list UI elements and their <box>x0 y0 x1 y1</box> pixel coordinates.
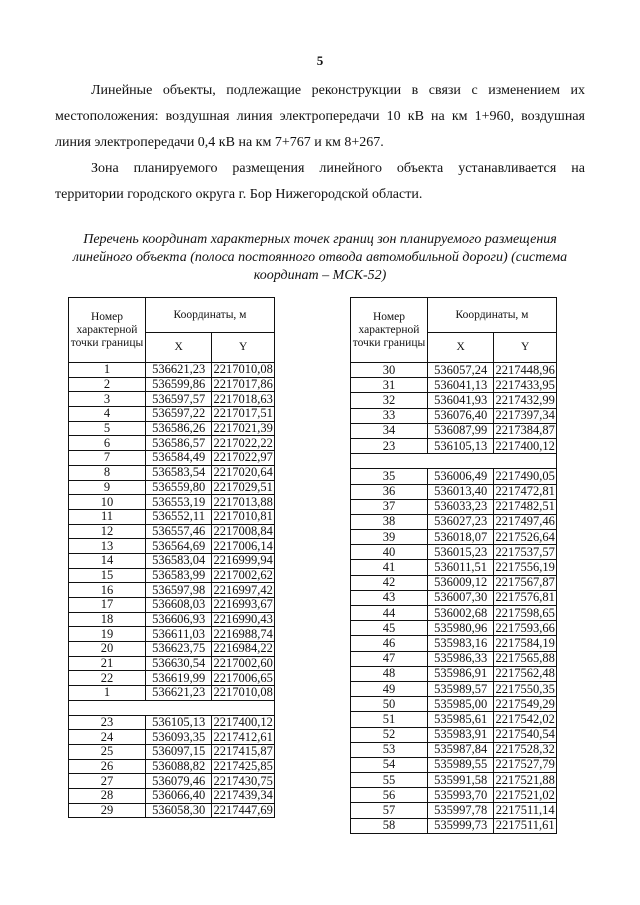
y-cell: 2217593,66 <box>495 620 555 635</box>
table-row <box>69 524 275 539</box>
point-cell: 21 <box>69 656 146 671</box>
point-cell: 9 <box>69 480 146 495</box>
x-cell: 536093,35 <box>145 730 211 745</box>
point-cell: 58 <box>351 818 428 833</box>
point-cell: 12 <box>69 524 146 539</box>
y-cell: 2217029,51 <box>213 479 273 494</box>
table-row <box>351 363 557 378</box>
table-row <box>69 509 275 524</box>
y-cell: 2216988,74 <box>213 626 273 641</box>
table-row <box>351 621 557 636</box>
table-row <box>69 407 275 422</box>
y-cell: 2216990,43 <box>213 612 273 627</box>
point-cell: 29 <box>69 803 146 818</box>
x-cell: 535986,91 <box>427 666 493 681</box>
table-row <box>351 818 557 833</box>
point-cell: 10 <box>69 495 146 510</box>
table-row <box>351 666 557 681</box>
separator-row <box>69 700 275 715</box>
point-cell: 4 <box>69 407 146 422</box>
x-cell: 536087,99 <box>427 423 493 438</box>
coordinates-table-left <box>68 297 275 818</box>
table-row <box>351 606 557 621</box>
table-row <box>69 495 275 510</box>
point-cell: 41 <box>351 560 428 575</box>
x-cell: 536583,54 <box>145 465 211 480</box>
table-row <box>69 377 275 392</box>
x-cell: 536552,11 <box>145 509 211 524</box>
table-row <box>351 378 557 393</box>
y-cell: 2217439,34 <box>213 788 273 803</box>
y-cell: 2217490,05 <box>495 468 555 483</box>
table-row <box>69 744 275 759</box>
y-cell: 2217017,51 <box>213 406 273 421</box>
y-cell: 2216984,22 <box>213 641 273 656</box>
x-cell: 536611,03 <box>145 627 211 642</box>
table-row <box>69 788 275 803</box>
y-cell: 2217542,02 <box>495 711 555 726</box>
y-cell: 2217384,87 <box>495 423 555 438</box>
x-cell: 535993,70 <box>427 788 493 803</box>
table-row <box>351 757 557 772</box>
x-cell: 536599,86 <box>145 377 211 392</box>
point-cell: 51 <box>351 712 428 727</box>
x-cell: 535999,73 <box>427 818 493 833</box>
y-cell: 2217006,65 <box>213 670 273 685</box>
table-row <box>69 803 275 818</box>
x-cell: 536606,93 <box>145 612 211 627</box>
header-y: Y <box>212 333 275 363</box>
y-cell: 2217472,81 <box>495 484 555 499</box>
x-cell: 535983,91 <box>427 727 493 742</box>
point-cell: 46 <box>351 636 428 651</box>
y-cell: 2217400,12 <box>213 714 273 729</box>
y-cell: 2217511,14 <box>495 803 555 818</box>
point-cell: 40 <box>351 545 428 560</box>
x-cell: 535985,61 <box>427 712 493 727</box>
y-cell: 2217540,54 <box>495 727 555 742</box>
x-cell: 536015,23 <box>427 545 493 560</box>
table-row <box>351 575 557 590</box>
y-cell: 2217567,87 <box>495 575 555 590</box>
point-cell: 36 <box>351 484 428 499</box>
table-row <box>69 671 275 686</box>
x-cell: 536009,12 <box>427 575 493 590</box>
point-cell: 45 <box>351 621 428 636</box>
point-cell: 6 <box>69 436 146 451</box>
y-cell: 2217584,19 <box>495 635 555 650</box>
point-cell: 32 <box>351 393 428 408</box>
x-cell: 536013,40 <box>427 484 493 499</box>
point-cell: 16 <box>69 583 146 598</box>
point-cell: 56 <box>351 788 428 803</box>
x-cell: 536097,15 <box>145 744 211 759</box>
y-cell: 2217562,48 <box>495 666 555 681</box>
x-cell: 536623,75 <box>145 642 211 657</box>
table-row <box>69 612 275 627</box>
table-row <box>69 480 275 495</box>
x-cell: 535986,33 <box>427 651 493 666</box>
y-cell: 2217010,08 <box>213 685 273 700</box>
x-cell: 535989,57 <box>427 681 493 696</box>
x-cell: 536007,30 <box>427 590 493 605</box>
x-cell: 536041,13 <box>427 378 493 393</box>
x-cell: 536557,46 <box>145 524 211 539</box>
table-row <box>69 583 275 598</box>
y-cell: 2217526,64 <box>495 529 555 544</box>
point-cell: 2 <box>69 377 146 392</box>
table-row <box>351 788 557 803</box>
x-cell: 536006,49 <box>427 469 493 484</box>
x-cell: 536621,23 <box>145 363 211 378</box>
y-cell: 2217521,88 <box>495 772 555 787</box>
x-cell: 536105,13 <box>427 438 493 453</box>
x-cell: 535983,16 <box>427 636 493 651</box>
x-cell: 535985,00 <box>427 697 493 712</box>
x-cell: 536597,57 <box>145 392 211 407</box>
point-cell: 13 <box>69 539 146 554</box>
y-cell: 2217447,69 <box>213 802 273 817</box>
separator-row <box>351 454 557 469</box>
table-row <box>69 363 275 378</box>
y-cell: 2217018,63 <box>213 391 273 406</box>
table-row <box>69 568 275 583</box>
table-row <box>351 408 557 423</box>
x-cell: 536559,80 <box>145 480 211 495</box>
y-cell: 2217521,02 <box>495 787 555 802</box>
y-cell: 2217556,19 <box>495 560 555 575</box>
x-cell: 535991,58 <box>427 773 493 788</box>
x-cell: 536105,13 <box>145 715 211 730</box>
table-row <box>351 712 557 727</box>
x-cell: 536076,40 <box>427 408 493 423</box>
table-row <box>69 642 275 657</box>
paragraph-linear-objects <box>55 78 585 156</box>
y-cell: 2217537,57 <box>495 544 555 559</box>
x-cell: 536583,04 <box>145 553 211 568</box>
table-row <box>351 773 557 788</box>
point-cell: 19 <box>69 627 146 642</box>
y-cell: 2217448,96 <box>495 362 555 377</box>
y-cell: 2217010,08 <box>213 362 273 377</box>
table-row <box>351 514 557 529</box>
y-cell: 2217511,61 <box>495 818 555 833</box>
table-row <box>351 545 557 560</box>
y-cell: 2217550,35 <box>495 681 555 696</box>
y-cell: 2217565,88 <box>495 651 555 666</box>
x-cell: 536011,51 <box>427 560 493 575</box>
paragraph-text: Линейные объекты, подлежащие реконструкции в связи с изменением их местоположения: воздушная линия электропередачи 10 кВ на км 1+960, воздушная линия электропередачи 0,4 кВ на км 7+767 и км 8+267. <box>55 83 585 150</box>
table-row <box>69 627 275 642</box>
point-cell: 54 <box>351 757 428 772</box>
table-row <box>351 636 557 651</box>
point-cell: 34 <box>351 423 428 438</box>
point-cell: 53 <box>351 742 428 757</box>
paragraph-zone <box>55 156 585 208</box>
point-cell: 39 <box>351 530 428 545</box>
table-row <box>351 697 557 712</box>
point-cell: 30 <box>351 363 428 378</box>
table-row <box>69 436 275 451</box>
point-cell: 47 <box>351 651 428 666</box>
y-cell: 2217415,87 <box>213 744 273 759</box>
x-cell: 536058,30 <box>145 803 211 818</box>
x-cell: 536088,82 <box>145 759 211 774</box>
y-cell: 2217013,88 <box>213 494 273 509</box>
point-cell: 18 <box>69 612 146 627</box>
point-cell: 27 <box>69 774 146 789</box>
point-cell: 52 <box>351 727 428 742</box>
header-point: Номер характерной точки границы <box>69 298 146 363</box>
x-cell: 535989,55 <box>427 757 493 772</box>
point-cell: 35 <box>351 469 428 484</box>
y-cell: 2216997,42 <box>213 582 273 597</box>
y-cell: 2217430,75 <box>213 773 273 788</box>
point-cell: 25 <box>69 744 146 759</box>
x-cell: 536608,03 <box>145 598 211 613</box>
x-cell: 536066,40 <box>145 788 211 803</box>
point-cell: 48 <box>351 666 428 681</box>
table-row <box>351 484 557 499</box>
header-coords: Координаты, м <box>427 298 556 333</box>
x-cell: 535980,96 <box>427 621 493 636</box>
x-cell: 535997,78 <box>427 803 493 818</box>
separator-cell <box>351 454 557 469</box>
point-cell: 43 <box>351 590 428 605</box>
x-cell: 536597,22 <box>145 407 211 422</box>
point-cell: 50 <box>351 697 428 712</box>
table-row <box>351 742 557 757</box>
y-cell: 2217020,64 <box>213 465 273 480</box>
x-cell: 536553,19 <box>145 495 211 510</box>
point-cell: 14 <box>69 553 146 568</box>
y-cell: 2217433,95 <box>495 377 555 392</box>
point-cell: 26 <box>69 759 146 774</box>
point-cell: 57 <box>351 803 428 818</box>
table-row <box>69 392 275 407</box>
point-cell: 20 <box>69 642 146 657</box>
x-cell: 536586,26 <box>145 421 211 436</box>
header-coords: Координаты, м <box>145 298 274 333</box>
point-cell: 24 <box>69 730 146 745</box>
x-cell: 536057,24 <box>427 363 493 378</box>
table-row <box>351 530 557 545</box>
table-row <box>69 715 275 730</box>
x-cell: 536584,49 <box>145 451 211 466</box>
table-row <box>351 727 557 742</box>
x-cell: 536027,23 <box>427 514 493 529</box>
header-y: Y <box>494 333 557 363</box>
table-row <box>69 539 275 554</box>
y-cell: 2217006,14 <box>213 538 273 553</box>
point-cell: 22 <box>69 671 146 686</box>
table-row <box>351 499 557 514</box>
table-row <box>351 681 557 696</box>
x-cell: 536621,23 <box>145 686 211 701</box>
y-cell: 2217008,84 <box>213 523 273 538</box>
y-cell: 2217528,32 <box>495 742 555 757</box>
table-row <box>69 421 275 436</box>
table-row <box>351 590 557 605</box>
page-number: 5 <box>316 53 324 68</box>
y-cell: 2217497,46 <box>495 514 555 529</box>
point-cell: 23 <box>351 438 428 453</box>
point-cell: 8 <box>69 465 146 480</box>
table-row <box>69 451 275 466</box>
point-cell: 49 <box>351 681 428 696</box>
table-row <box>351 438 557 453</box>
table-row <box>69 553 275 568</box>
y-cell: 2216993,67 <box>213 597 273 612</box>
header-x: X <box>427 333 493 363</box>
point-cell: 37 <box>351 499 428 514</box>
point-cell: 15 <box>69 568 146 583</box>
point-cell: 3 <box>69 392 146 407</box>
x-cell: 536586,57 <box>145 436 211 451</box>
y-cell: 2217432,99 <box>495 392 555 407</box>
table-row <box>351 651 557 666</box>
y-cell: 2217576,81 <box>495 590 555 605</box>
y-cell: 2217022,22 <box>213 435 273 450</box>
y-cell: 2217527,79 <box>495 757 555 772</box>
point-cell: 5 <box>69 421 146 436</box>
x-cell: 536041,93 <box>427 393 493 408</box>
table-row <box>69 656 275 671</box>
y-cell: 2217002,60 <box>213 656 273 671</box>
table-row <box>351 560 557 575</box>
header-x: X <box>145 333 211 363</box>
x-cell: 536630,54 <box>145 656 211 671</box>
table-row <box>69 598 275 613</box>
x-cell: 536079,46 <box>145 774 211 789</box>
x-cell: 536033,23 <box>427 499 493 514</box>
table-row <box>351 469 557 484</box>
y-cell: 2217400,12 <box>495 438 555 453</box>
y-cell: 2216999,94 <box>213 553 273 568</box>
x-cell: 536002,68 <box>427 606 493 621</box>
point-cell: 38 <box>351 514 428 529</box>
point-cell: 55 <box>351 773 428 788</box>
y-cell: 2217021,39 <box>213 421 273 436</box>
point-cell: 7 <box>69 451 146 466</box>
y-cell: 2217002,62 <box>213 567 273 582</box>
coordinates-table-right <box>350 297 557 834</box>
point-cell: 42 <box>351 575 428 590</box>
point-cell: 17 <box>69 598 146 613</box>
table-row <box>351 393 557 408</box>
y-cell: 2217022,97 <box>213 450 273 465</box>
point-cell: 44 <box>351 606 428 621</box>
x-cell: 536018,07 <box>427 530 493 545</box>
table-caption: Перечень координат характерных точек границ зон планируемого размещения линейного объекта (полоса постоянного отвода автомобильной дороги) (система координат – МСК-52) <box>72 232 568 283</box>
table-row <box>69 774 275 789</box>
point-cell: 31 <box>351 378 428 393</box>
y-cell: 2217425,85 <box>213 758 273 773</box>
y-cell: 2217010,81 <box>213 509 273 524</box>
x-cell: 536583,99 <box>145 568 211 583</box>
table-row <box>69 686 275 701</box>
table-row <box>69 465 275 480</box>
table-row <box>351 803 557 818</box>
x-cell: 535987,84 <box>427 742 493 757</box>
x-cell: 536619,99 <box>145 671 211 686</box>
point-cell: 1 <box>69 363 146 378</box>
paragraph-text: Зона планируемого размещения линейного объекта устанавливается на территории городского округа г. Бор Нижегородской области. <box>55 161 585 202</box>
y-cell: 2217397,34 <box>495 408 555 423</box>
point-cell: 28 <box>69 788 146 803</box>
table-row <box>351 423 557 438</box>
y-cell: 2217482,51 <box>495 499 555 514</box>
x-cell: 536564,69 <box>145 539 211 554</box>
point-cell: 1 <box>69 686 146 701</box>
y-cell: 2217412,61 <box>213 729 273 744</box>
point-cell: 11 <box>69 509 146 524</box>
separator-cell <box>69 700 275 715</box>
y-cell: 2217017,86 <box>213 377 273 392</box>
point-cell: 33 <box>351 408 428 423</box>
table-row <box>69 759 275 774</box>
header-point: Номер характерной точки границы <box>351 298 428 363</box>
point-cell: 23 <box>69 715 146 730</box>
x-cell: 536597,98 <box>145 583 211 598</box>
table-row <box>69 730 275 745</box>
y-cell: 2217598,65 <box>495 605 555 620</box>
y-cell: 2217549,29 <box>495 696 555 711</box>
